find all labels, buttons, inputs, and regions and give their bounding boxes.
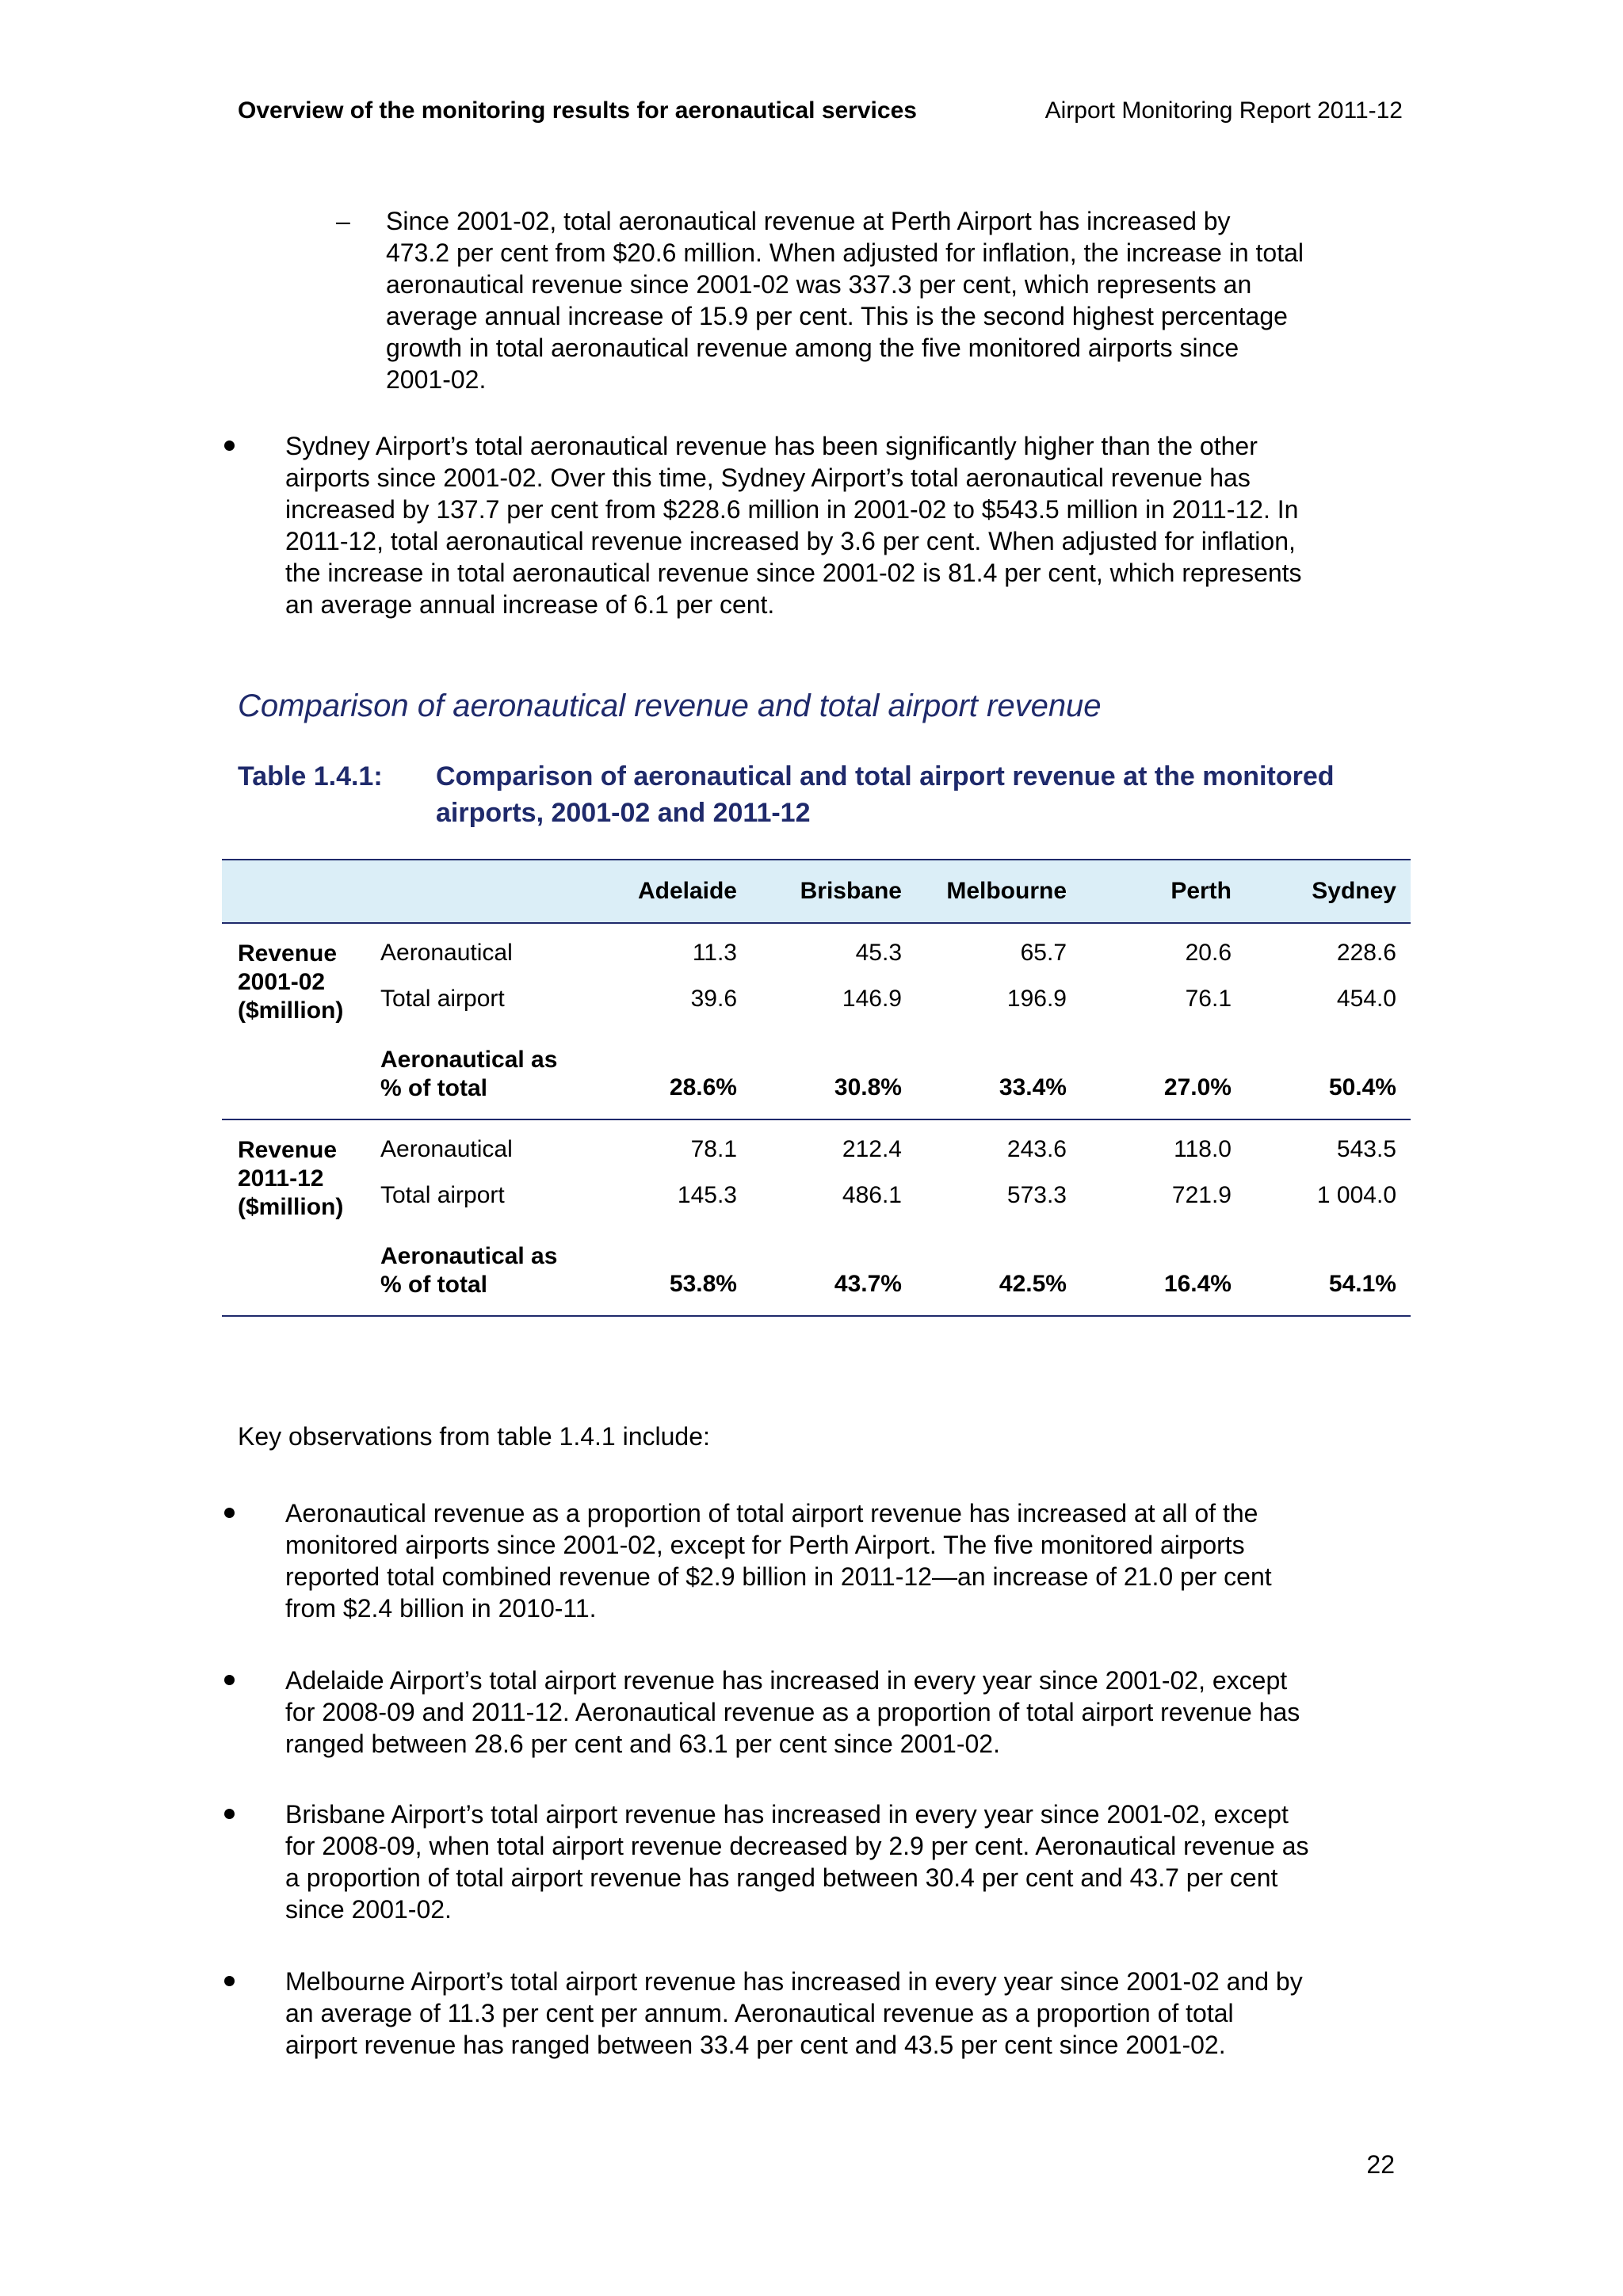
group-label-line: Revenue: [238, 940, 338, 967]
section-heading: Comparison of aeronautical revenue and total airport revenue: [238, 688, 1102, 723]
table-row: [222, 986, 1411, 1033]
group-label-line: ($million): [238, 1194, 344, 1220]
table-label: Table 1.4.1:: [238, 761, 383, 791]
text-line: for 2008-09, when total airport revenue decreased by 2.9 per cent. Aeronautical revenue as: [285, 1832, 1309, 1860]
table-cell: 118.0: [1174, 1136, 1232, 1162]
text-line: since 2001-02.: [285, 1895, 452, 1924]
column-header: Sydney: [1246, 860, 1411, 923]
key-observations-intro: Key observations from table 1.4.1 include:: [238, 1422, 710, 1451]
row-label: Total airport: [380, 1182, 505, 1208]
table-cell: 1 004.0: [1316, 1182, 1396, 1208]
observation-paragraph: [285, 1798, 1395, 1925]
row-label-line: Aeronautical as: [380, 1047, 558, 1073]
table-cell: 212.4: [842, 1136, 902, 1162]
table-cell: 65.7: [1020, 940, 1067, 966]
sydney-bullet-paragraph: [285, 430, 1395, 620]
observation-paragraph: [285, 1665, 1395, 1760]
row-label: [372, 1230, 586, 1316]
table-row: [222, 923, 1411, 986]
group-label-empty: [222, 1230, 372, 1316]
bullet-icon: [224, 1976, 235, 1986]
perth-dash-paragraph: [386, 205, 1416, 395]
revenue-comparison-table: [222, 859, 1411, 1317]
group-label: [222, 1119, 372, 1230]
table-cell: 42.5%: [916, 1230, 1081, 1316]
table-cell: 45.3: [855, 940, 902, 966]
table-cell: 573.3: [1006, 1182, 1067, 1208]
group-label-line: Revenue: [238, 1137, 338, 1163]
column-header: Brisbane: [751, 860, 916, 923]
table-cell: 20.6: [1185, 940, 1232, 966]
group-label-line: 2011-12: [238, 1165, 324, 1192]
table-title: [436, 758, 1411, 831]
column-header: Adelaide: [586, 860, 751, 923]
text-line: Aeronautical revenue as a proportion of total airport revenue has increased at all of the: [285, 1499, 1258, 1527]
table-cell: 543.5: [1336, 1136, 1396, 1162]
table-cell: 11.3: [692, 940, 737, 966]
text-line: for 2008-09 and 2011-12. Aeronautical revenue as a proportion of total airport revenue has: [285, 1698, 1300, 1726]
table-cell: 228.6: [1336, 940, 1396, 966]
table-cell: 54.1%: [1246, 1230, 1411, 1316]
text-line: from $2.4 billion in 2010-11.: [285, 1594, 597, 1623]
table-cell: 145.3: [677, 1182, 737, 1208]
table-cell: 30.8%: [751, 1033, 916, 1119]
bullet-icon: [224, 1508, 235, 1518]
table-cell: 196.9: [1006, 986, 1067, 1012]
header-empty: [222, 860, 372, 923]
column-header: Perth: [1081, 860, 1246, 923]
table-cell: 146.9: [842, 986, 902, 1012]
text-line: Adelaide Airport’s total airport revenue has increased in every year since 2001-02, except: [285, 1666, 1288, 1695]
table-row: [222, 1182, 1411, 1230]
table-header-row: [222, 860, 1411, 923]
row-label-line: % of total: [380, 1272, 487, 1298]
text-line: Sydney Airport’s total aeronautical revenue has been significantly higher than the other: [285, 432, 1258, 460]
header-empty: [372, 860, 586, 923]
header-section-title: Overview of the monitoring results for aeronautical services: [238, 97, 917, 124]
column-header: Melbourne: [916, 860, 1081, 923]
row-label-line: % of total: [380, 1075, 487, 1101]
table-cell: 243.6: [1006, 1136, 1067, 1162]
table-cell: 53.8%: [586, 1230, 751, 1316]
row-label: Total airport: [380, 986, 505, 1012]
table-cell: 721.9: [1171, 1182, 1232, 1208]
group-label-line: 2001-02: [238, 969, 326, 995]
text-line: monitored airports since 2001-02, except for Perth Airport. The five monitored airports: [285, 1531, 1245, 1559]
group-label-empty: [222, 1033, 372, 1119]
text-line: reported total combined revenue of $2.9 billion in 2011-12—an increase of 21.0 per cent: [285, 1562, 1272, 1591]
text-line: an average of 11.3 per cent per annum. Aeronautical revenue as a proportion of total: [285, 1999, 1234, 2027]
header-report-title: Airport Monitoring Report 2011-12: [1044, 97, 1403, 124]
table-cell: 454.0: [1336, 986, 1396, 1012]
text-line: growth in total aeronautical revenue among the five monitored airports since: [386, 334, 1239, 362]
table-cell: 27.0%: [1081, 1033, 1246, 1119]
dash-marker: –: [336, 207, 350, 235]
text-line: increased by 137.7 per cent from $228.6 million in 2001-02 to $543.5 million in 2011-12. In: [285, 495, 1299, 524]
bullet-icon: [224, 1675, 235, 1685]
text-line: Since 2001-02, total aeronautical revenue at Perth Airport has increased by: [386, 207, 1231, 235]
text-line: airport revenue has ranged between 33.4 per cent and 43.5 per cent since 2001-02.: [285, 2031, 1226, 2059]
row-label: [372, 1033, 586, 1119]
table-cell: 43.7%: [751, 1230, 916, 1316]
row-label-line: Aeronautical as: [380, 1243, 558, 1269]
text-line: a proportion of total airport revenue has ranged between 30.4 per cent and 43.7 per cent: [285, 1863, 1278, 1892]
observation-paragraph: [285, 1497, 1395, 1624]
row-label: Aeronautical: [380, 940, 513, 966]
text-line: an average annual increase of 6.1 per cent.: [285, 590, 775, 619]
text-line: average annual increase of 15.9 per cent. This is the second highest percentage: [386, 302, 1288, 330]
text-line: ranged between 28.6 per cent and 63.1 per cent since 2001-02.: [285, 1730, 1000, 1758]
group-label-line: ($million): [238, 997, 344, 1024]
table-title-line: airports, 2001-02 and 2011-12: [436, 798, 811, 828]
table-cell: 76.1: [1185, 986, 1232, 1012]
text-line: 2011-12, total aeronautical revenue increased by 3.6 per cent. When adjusted for inflation,: [285, 527, 1296, 555]
text-line: the increase in total aeronautical revenue since 2001-02 is 81.4 per cent, which represents: [285, 559, 1302, 587]
table-cell: 486.1: [842, 1182, 902, 1208]
table-cell: 78.1: [690, 1136, 737, 1162]
text-line: aeronautical revenue since 2001-02 was 337.3 per cent, which represents an: [386, 270, 1252, 299]
observation-paragraph: [285, 1966, 1395, 2061]
bullet-icon: [224, 441, 235, 451]
table-cell: 28.6%: [586, 1033, 751, 1119]
table-row: [222, 1033, 1411, 1119]
table-row: [222, 1119, 1411, 1182]
text-line: 2001-02.: [386, 365, 487, 394]
text-line: Melbourne Airport’s total airport revenue has increased in every year since 2001-02 and by: [285, 1967, 1303, 1996]
text-line: Brisbane Airport’s total airport revenue has increased in every year since 2001-02, except: [285, 1800, 1289, 1829]
text-line: 473.2 per cent from $20.6 million. When adjusted for inflation, the increase in total: [386, 238, 1304, 267]
table-cell: 39.6: [690, 986, 737, 1012]
table-title-line: Comparison of aeronautical and total airport revenue at the monitored: [436, 761, 1335, 791]
table-cell: 50.4%: [1246, 1033, 1411, 1119]
table-cell: 33.4%: [916, 1033, 1081, 1119]
page-number: 22: [1366, 2150, 1395, 2179]
table-cell: 16.4%: [1081, 1230, 1246, 1316]
row-label: Aeronautical: [380, 1136, 513, 1162]
text-line: airports since 2001-02. Over this time, Sydney Airport’s total aeronautical revenue has: [285, 463, 1251, 492]
table-row: [222, 1230, 1411, 1316]
group-label: [222, 923, 372, 1033]
bullet-icon: [224, 1809, 235, 1819]
